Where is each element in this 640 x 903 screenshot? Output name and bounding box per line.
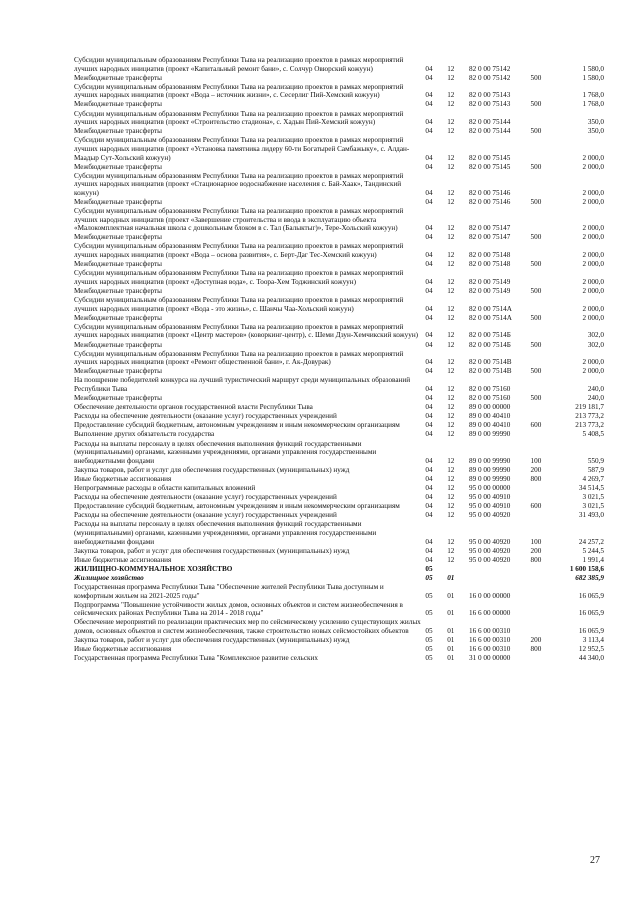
row-target-article: 82 0 00 75149 <box>469 277 511 286</box>
row-name: Субсидии муниципальным образованиям Республики Тыва на реализацию проектов в рамках мероприятий лучших народных инициатив (проект «Установка памятника лидеру 60-ти Богатырей Самбажыку», с. Алдан-Маадыр Сут-Хольский кожуун) <box>74 136 410 162</box>
row-name: Расходы на обеспечение деятельности (оказание услуг) государственных учреждений <box>74 511 337 520</box>
row-target-article: 82 0 00 75142 <box>469 64 511 73</box>
table-row <box>74 547 604 556</box>
table-row <box>74 440 604 466</box>
row-name: Предоставление субсидий бюджетным, автономным учреждениям и иным некоммерческим организациям <box>74 421 400 430</box>
table-row <box>74 296 604 313</box>
table-row <box>74 394 604 403</box>
row-target-article: 16 6 00 00310 <box>469 645 511 654</box>
row-expense-type: 500 <box>530 73 542 82</box>
row-subsection-code: 12 <box>447 64 455 73</box>
row-amount: 302,0 <box>587 340 604 349</box>
table-row <box>74 287 604 296</box>
row-amount: 31 493,0 <box>578 511 604 520</box>
row-target-article: 16 6 00 00310 <box>469 627 511 635</box>
row-name: Предоставление субсидий бюджетным, автономным учреждениям и иным некоммерческим организациям <box>74 502 400 511</box>
table-row <box>74 172 604 198</box>
row-expense-type: 200 <box>530 636 542 645</box>
table-row <box>74 207 604 233</box>
row-name: Выполнение других обязательств государства <box>74 430 215 439</box>
table-row <box>74 260 604 269</box>
row-subsection-code: 01 <box>447 591 455 600</box>
table-row <box>74 198 604 207</box>
row-subsection-code: 12 <box>447 394 455 403</box>
row-section-code: 05 <box>425 591 433 600</box>
row-subsection-code: 01 <box>447 654 455 663</box>
row-subsection-code: 12 <box>447 73 455 82</box>
row-amount: 24 257,2 <box>578 537 604 546</box>
table-row <box>74 466 604 475</box>
row-name: Государственная программа Республики Тыва "Обеспечение жителей Республики Тыва доступным и комфортным жильем на 2021-2025 годы" <box>74 583 384 600</box>
row-amount: 16 065,9 <box>578 609 604 618</box>
row-target-article: 82 0 00 75145 <box>469 153 511 162</box>
table-row <box>74 74 604 83</box>
row-subsection-code: 01 <box>447 627 455 635</box>
row-amount: 587,9 <box>587 465 604 474</box>
row-expense-type: 500 <box>530 313 542 322</box>
row-name: Межбюджетные трансферты <box>74 233 162 242</box>
row-name: Межбюджетные трансферты <box>74 286 162 295</box>
row-target-article: 82 0 00 75147 <box>469 233 511 242</box>
row-section-code: 04 <box>425 394 433 403</box>
row-name: Расходы на выплаты персоналу в целях обеспечения выполнения функций государственными (муниципальными) органами, казенными учреждениями, органами управления государственными внебюджетными фондами <box>74 520 377 546</box>
row-subsection-code: 12 <box>447 358 455 367</box>
table-row <box>74 350 604 367</box>
row-section-code: 04 <box>425 358 433 367</box>
row-section-code: 04 <box>425 100 433 109</box>
row-amount: 2 000,0 <box>582 153 604 162</box>
row-section-code: 04 <box>425 537 433 546</box>
table-row <box>74 484 604 493</box>
row-section-code: 04 <box>425 286 433 295</box>
row-amount: 240,0 <box>587 384 604 393</box>
table-row <box>74 83 604 100</box>
row-target-article: 16 6 00 00000 <box>469 609 511 618</box>
row-amount: 219 181,7 <box>575 403 604 412</box>
row-subsection-code: 12 <box>447 233 455 242</box>
row-amount: 12 952,5 <box>578 645 604 654</box>
row-amount: 2 000,0 <box>582 198 604 206</box>
row-expense-type: 500 <box>530 260 542 269</box>
row-amount: 1 600 158,6 <box>569 564 604 573</box>
row-target-article: 82 0 00 75148 <box>469 251 511 260</box>
row-expense-type: 500 <box>530 127 542 136</box>
row-name: Закупка товаров, работ и услуг для обеспечения государственных (муниципальных) нужд <box>74 636 350 645</box>
table-row <box>74 136 604 162</box>
row-name: Иные бюджетные ассигнования <box>74 555 172 564</box>
row-target-article: 16 6 00 00310 <box>469 636 511 645</box>
row-target-article: 82 0 00 7514Б <box>469 331 511 340</box>
row-section-code: 04 <box>425 403 433 412</box>
row-subsection-code: 12 <box>447 474 455 483</box>
row-name: Закупка товаров, работ и услуг для обеспечения государственных (муниципальных) нужд <box>74 465 350 474</box>
row-amount: 44 340,0 <box>578 654 604 663</box>
row-target-article: 16 0 00 00000 <box>469 591 511 600</box>
row-section-code: 04 <box>425 502 433 511</box>
row-target-article: 82 0 00 7514В <box>469 358 512 367</box>
table-row <box>74 323 604 340</box>
row-name: Непрограммные расходы в области капитальных вложений <box>74 484 256 492</box>
row-subsection-code: 12 <box>447 277 455 286</box>
table-row <box>74 412 604 421</box>
row-target-article: 89 0 00 99990 <box>469 430 511 439</box>
row-expense-type: 500 <box>530 394 542 403</box>
row-name: Субсидии муниципальным образованиям Республики Тыва на реализацию проектов в рамках мероприятий лучших народных инициатив (проект «Вода – основа развития», с. Берт-Даг Тес-Хемский кожуун) <box>74 242 404 260</box>
row-expense-type: 600 <box>530 421 542 430</box>
row-subsection-code: 12 <box>447 546 455 555</box>
row-section-code: 04 <box>425 331 433 340</box>
table-row <box>74 636 604 645</box>
row-name: Субсидии муниципальным образованиям Республики Тыва на реализацию проектов в рамках мероприятий лучших народных инициатив (проект «Вода - это жизнь», с. Шанчы Чаа-Хольский кожуун) <box>74 296 404 313</box>
row-subsection-code: 12 <box>447 456 455 465</box>
row-target-article: 82 0 00 75142 <box>469 73 511 82</box>
row-subsection-code: 12 <box>447 127 455 136</box>
row-name: Субсидии муниципальным образованиям Республики Тыва на реализацию проектов в рамках мероприятий лучших народных инициатив (проект «Завершение строительства и ввода в эксплуатацию объекта «Малокомплектная начальная школа с дошкольным блоком в с. Тал (Балыктыг)», Тере-Хольский кожуун) <box>74 207 404 233</box>
row-target-article: 31 0 00 00000 <box>469 654 511 663</box>
table-row <box>74 556 604 565</box>
row-name: Государственная программа Республики Тыва "Комплексное развитие сельских <box>74 654 318 663</box>
row-subsection-code: 12 <box>447 412 455 421</box>
row-name: Жилищное хозяйство <box>74 573 144 582</box>
row-target-article: 82 0 00 75144 <box>469 127 511 136</box>
table-row <box>74 565 604 574</box>
row-expense-type: 500 <box>530 233 542 242</box>
row-target-article: 89 0 00 40410 <box>469 412 511 421</box>
table-row <box>74 475 604 484</box>
row-amount: 550,9 <box>587 456 604 465</box>
row-section-code: 04 <box>425 188 433 197</box>
row-section-code: 04 <box>425 91 433 100</box>
row-name: ЖИЛИЩНО-КОММУНАЛЬНОЕ ХОЗЯЙСТВО <box>74 564 233 573</box>
row-subsection-code: 01 <box>447 645 455 654</box>
row-target-article: 82 0 00 75144 <box>469 118 511 127</box>
row-section-code: 04 <box>425 153 433 162</box>
table-row <box>74 341 604 350</box>
row-section-code: 04 <box>425 73 433 82</box>
table-row <box>74 574 604 583</box>
row-name: Расходы на обеспечение деятельности (оказание услуг) государственных учреждений <box>74 493 337 502</box>
row-expense-type: 500 <box>530 367 542 376</box>
row-subsection-code: 12 <box>447 118 455 127</box>
page-number: 27 <box>590 855 600 866</box>
row-amount: 2 000,0 <box>582 162 604 171</box>
row-subsection-code: 12 <box>447 100 455 109</box>
row-name: Межбюджетные трансферты <box>74 100 162 109</box>
row-section-code: 04 <box>425 456 433 465</box>
row-amount: 3 113,4 <box>582 636 604 645</box>
row-target-article: 82 0 00 75160 <box>469 394 511 403</box>
row-subsection-code: 12 <box>447 493 455 502</box>
row-amount: 1 768,0 <box>582 100 604 109</box>
row-amount: 5 244,5 <box>582 546 604 555</box>
row-expense-type: 800 <box>530 645 542 654</box>
row-name: Обеспечение мероприятий по реализации практических мер по сейсмическому усилению существующих жилых домов, основных объектов и систем жизнеобеспечения, также строительство новых сейсмостойких объектов <box>74 618 421 635</box>
row-section-code: 04 <box>425 233 433 242</box>
row-subsection-code: 12 <box>447 367 455 376</box>
row-name: Межбюджетные трансферты <box>74 313 162 322</box>
row-target-article: 82 0 00 75147 <box>469 224 511 233</box>
row-amount: 1 768,0 <box>582 91 604 100</box>
row-name: Межбюджетные трансферты <box>74 127 162 136</box>
table-row <box>74 618 604 635</box>
row-amount: 4 269,7 <box>582 474 604 483</box>
row-subsection-code: 12 <box>447 260 455 269</box>
table-row <box>74 233 604 242</box>
row-name: Субсидии муниципальным образованиям Республики Тыва на реализацию проектов в рамках мероприятий лучших народных инициатив (проект «Доступная вода», с. Тоора-Хем Тоджинский кожуун) <box>74 269 404 286</box>
row-subsection-code: 12 <box>447 340 455 349</box>
row-name: Субсидии муниципальным образованиям Республики Тыва на реализацию проектов в рамках мероприятий лучших народных инициатив (проект «Вода – источник жизни», с. Сесерлиг Пий-Хемский кожуун) <box>74 82 404 100</box>
row-target-article: 82 0 00 75160 <box>469 384 511 393</box>
row-subsection-code: 01 <box>447 636 455 645</box>
table-row <box>74 421 604 430</box>
row-amount: 240,0 <box>587 394 604 403</box>
row-amount: 2 000,0 <box>582 313 604 322</box>
row-amount: 3 021,5 <box>582 493 604 502</box>
row-target-article: 82 0 00 75143 <box>469 100 511 109</box>
row-section-code: 04 <box>425 224 433 233</box>
row-amount: 2 000,0 <box>582 304 604 313</box>
row-amount: 2 000,0 <box>582 188 604 197</box>
row-section-code: 05 <box>425 564 433 573</box>
row-amount: 2 000,0 <box>582 358 604 367</box>
row-amount: 350,0 <box>587 127 604 136</box>
row-name: Субсидии муниципальным образованиям Республики Тыва на реализацию проектов в рамках мероприятий лучших народных инициатив (проект «Ремонт общественной бани», г. Ак-Довурак) <box>74 349 404 367</box>
row-subsection-code: 12 <box>447 286 455 295</box>
row-subsection-code: 12 <box>447 224 455 233</box>
row-amount: 2 000,0 <box>582 260 604 269</box>
row-amount: 1 991,4 <box>582 555 604 564</box>
row-amount: 213 773,2 <box>575 421 604 430</box>
row-name: Закупка товаров, работ и услуг для обеспечения государственных (муниципальных) нужд <box>74 546 350 555</box>
row-section-code: 05 <box>425 645 433 654</box>
row-target-article: 82 0 00 75149 <box>469 286 511 295</box>
row-section-code: 04 <box>425 493 433 502</box>
row-target-article: 95 0 00 40920 <box>469 555 511 564</box>
row-section-code: 04 <box>425 64 433 73</box>
row-section-code: 05 <box>425 654 433 663</box>
row-section-code: 04 <box>425 474 433 483</box>
row-expense-type: 500 <box>530 198 542 206</box>
row-amount: 1 580,0 <box>582 64 604 73</box>
row-target-article: 89 0 00 40410 <box>469 421 511 430</box>
row-expense-type: 200 <box>530 465 542 474</box>
row-expense-type: 200 <box>530 546 542 555</box>
row-subsection-code: 12 <box>447 313 455 322</box>
row-section-code: 04 <box>425 465 433 474</box>
row-target-article: 82 0 00 75146 <box>469 198 511 206</box>
row-section-code: 04 <box>425 127 433 136</box>
table-row <box>74 583 604 600</box>
row-section-code: 05 <box>425 609 433 618</box>
row-amount: 3 021,5 <box>582 502 604 511</box>
row-amount: 302,0 <box>587 331 604 340</box>
row-subsection-code: 12 <box>447 502 455 511</box>
row-section-code: 05 <box>425 636 433 645</box>
row-expense-type: 100 <box>530 537 542 546</box>
row-section-code: 05 <box>425 627 433 635</box>
row-subsection-code: 12 <box>447 162 455 171</box>
row-amount: 2 000,0 <box>582 251 604 260</box>
row-name: Межбюджетные трансферты <box>74 394 162 403</box>
table-row <box>74 403 604 412</box>
row-subsection-code: 12 <box>447 421 455 430</box>
row-name: Обеспечение деятельности органов государственной власти Республики Тыва <box>74 403 313 412</box>
row-subsection-code: 12 <box>447 384 455 393</box>
table-row <box>74 314 604 323</box>
row-name: Иные бюджетные ассигнования <box>74 474 172 483</box>
row-amount: 2 000,0 <box>582 367 604 376</box>
table-row <box>74 645 604 654</box>
row-subsection-code: 12 <box>447 484 455 492</box>
budget-table <box>74 56 604 663</box>
row-amount: 2 000,0 <box>582 277 604 286</box>
row-section-code: 04 <box>425 484 433 492</box>
row-section-code: 04 <box>425 251 433 260</box>
row-target-article: 89 0 00 99990 <box>469 465 511 474</box>
row-name: Межбюджетные трансферты <box>74 260 162 269</box>
row-section-code: 04 <box>425 421 433 430</box>
row-subsection-code: 12 <box>447 537 455 546</box>
table-row <box>74 376 604 393</box>
row-section-code: 04 <box>425 412 433 421</box>
row-expense-type: 600 <box>530 502 542 511</box>
row-subsection-code: 12 <box>447 403 455 412</box>
row-target-article: 95 0 00 40920 <box>469 537 511 546</box>
row-expense-type: 500 <box>530 286 542 295</box>
row-subsection-code: 12 <box>447 304 455 313</box>
row-subsection-code: 12 <box>447 465 455 474</box>
row-expense-type: 800 <box>530 474 542 483</box>
row-section-code: 04 <box>425 546 433 555</box>
row-subsection-code: 12 <box>447 511 455 520</box>
table-row <box>74 502 604 511</box>
row-amount: 16 065,9 <box>578 591 604 600</box>
row-target-article: 82 0 00 7514Б <box>469 340 511 349</box>
table-row <box>74 127 604 136</box>
row-expense-type: 800 <box>530 555 542 564</box>
row-subsection-code: 12 <box>447 198 455 206</box>
row-target-article: 82 0 00 75146 <box>469 188 511 197</box>
table-row <box>74 520 604 546</box>
row-amount: 34 514,5 <box>578 484 604 492</box>
row-name: Подпрограмма "Повышение устойчивости жилых домов, основных объектов и систем жизнеобеспечения в сейсмических районах Республики Тыва на 2014 - 2018 годы" <box>74 600 403 618</box>
row-target-article: 82 0 00 75143 <box>469 91 511 100</box>
row-name: Межбюджетные трансферты <box>74 73 162 82</box>
row-expense-type: 500 <box>530 162 542 171</box>
table-row <box>74 511 604 520</box>
row-section-code: 05 <box>425 573 433 582</box>
table-row <box>74 100 604 109</box>
row-section-code: 04 <box>425 555 433 564</box>
row-section-code: 04 <box>425 277 433 286</box>
table-row <box>74 493 604 502</box>
row-target-article: 82 0 00 75148 <box>469 260 511 269</box>
row-section-code: 04 <box>425 340 433 349</box>
row-name: Расходы на обеспечение деятельности (оказание услуг) государственных учреждений <box>74 412 337 421</box>
table-row <box>74 269 604 286</box>
row-section-code: 04 <box>425 304 433 313</box>
row-target-article: 82 0 00 7514В <box>469 367 512 376</box>
row-target-article: 95 0 00 40920 <box>469 511 511 520</box>
table-row <box>74 601 604 618</box>
table-row <box>74 56 604 73</box>
row-name: Субсидии муниципальным образованиям Республики Тыва на реализацию проектов в рамках мероприятий лучших народных инициатив (проект «Строительство стадиона», с. Хадын Пий-Хемский кожуун) <box>74 109 404 127</box>
row-target-article: 82 0 00 75145 <box>469 162 511 171</box>
row-subsection-code: 12 <box>447 555 455 564</box>
table-row <box>74 242 604 259</box>
row-subsection-code: 12 <box>447 251 455 260</box>
row-amount: 5 408,5 <box>582 430 604 439</box>
table-row <box>74 367 604 376</box>
row-amount: 1 580,0 <box>582 73 604 82</box>
row-target-article: 95 0 00 40920 <box>469 546 511 555</box>
row-name: Субсидии муниципальным образованиям Республики Тыва на реализацию проектов в рамках мероприятий лучших народных инициатив (проект «Стационарное водоснабжение населения с. Бай-Хаак», Тандинский кожуун) <box>74 171 404 197</box>
row-subsection-code: 12 <box>447 430 455 439</box>
row-name: Расходы на выплаты персоналу в целях обеспечения выполнения функций государственными (муниципальными) органами, казенными учреждениями, органами управления государственными внебюджетными фондами <box>74 439 377 465</box>
row-target-article: 82 0 00 7514А <box>469 313 512 322</box>
row-section-code: 04 <box>425 511 433 520</box>
row-name: Межбюджетные трансферты <box>74 162 162 171</box>
row-name: Иные бюджетные ассигнования <box>74 645 172 654</box>
row-target-article: 95 0 00 40910 <box>469 502 511 511</box>
table-row <box>74 430 604 439</box>
row-section-code: 04 <box>425 313 433 322</box>
row-subsection-code: 12 <box>447 188 455 197</box>
row-amount: 682 385,9 <box>575 573 604 582</box>
row-target-article: 95 0 00 00000 <box>469 484 511 492</box>
row-amount: 213 773,2 <box>575 412 604 421</box>
row-expense-type: 500 <box>530 100 542 109</box>
row-amount: 350,0 <box>587 118 604 127</box>
row-name: Субсидии муниципальным образованиям Республики Тыва на реализацию проектов в рамках мероприятий лучших народных инициатив (проект «Центр мастеров» (коворкинг-центр), с. Шеми Дзун-Хемчикский кожуун) <box>74 322 419 340</box>
row-section-code: 04 <box>425 367 433 376</box>
table-row <box>74 654 604 663</box>
row-subsection-code: 12 <box>447 91 455 100</box>
row-subsection-code: 12 <box>447 331 455 340</box>
row-name: Межбюджетные трансферты <box>74 340 162 349</box>
row-amount: 2 000,0 <box>582 224 604 233</box>
row-name: Межбюджетные трансферты <box>74 367 162 376</box>
row-expense-type: 500 <box>530 340 542 349</box>
row-section-code: 04 <box>425 118 433 127</box>
row-section-code: 04 <box>425 198 433 206</box>
row-target-article: 89 0 00 00000 <box>469 403 511 412</box>
table-row <box>74 110 604 127</box>
row-section-code: 04 <box>425 430 433 439</box>
row-section-code: 04 <box>425 162 433 171</box>
row-target-article: 82 0 00 7514А <box>469 304 512 313</box>
row-subsection-code: 01 <box>447 573 455 582</box>
row-subsection-code: 12 <box>447 153 455 162</box>
row-target-article: 89 0 00 99990 <box>469 456 511 465</box>
row-amount: 2 000,0 <box>582 233 604 242</box>
row-name: Субсидии муниципальным образованиям Республики Тыва на реализацию проектов в рамках мероприятий лучших народных инициатив (проект «Капитальный ремонт бани», с. Солчур Овюрский кожуун) <box>74 56 404 73</box>
row-name: На поощрение победителей конкурса на лучший туристический маршрут среди муниципальных образований Республики Тыва <box>74 376 411 393</box>
row-amount: 16 065,9 <box>578 627 604 635</box>
row-expense-type: 100 <box>530 456 542 465</box>
row-subsection-code: 01 <box>447 609 455 618</box>
row-amount: 2 000,0 <box>582 286 604 295</box>
row-target-article: 89 0 00 99990 <box>469 474 511 483</box>
row-name: Межбюджетные трансферты <box>74 198 162 206</box>
table-row <box>74 163 604 172</box>
row-section-code: 04 <box>425 384 433 393</box>
row-target-article: 95 0 00 40910 <box>469 493 511 502</box>
row-section-code: 04 <box>425 260 433 269</box>
